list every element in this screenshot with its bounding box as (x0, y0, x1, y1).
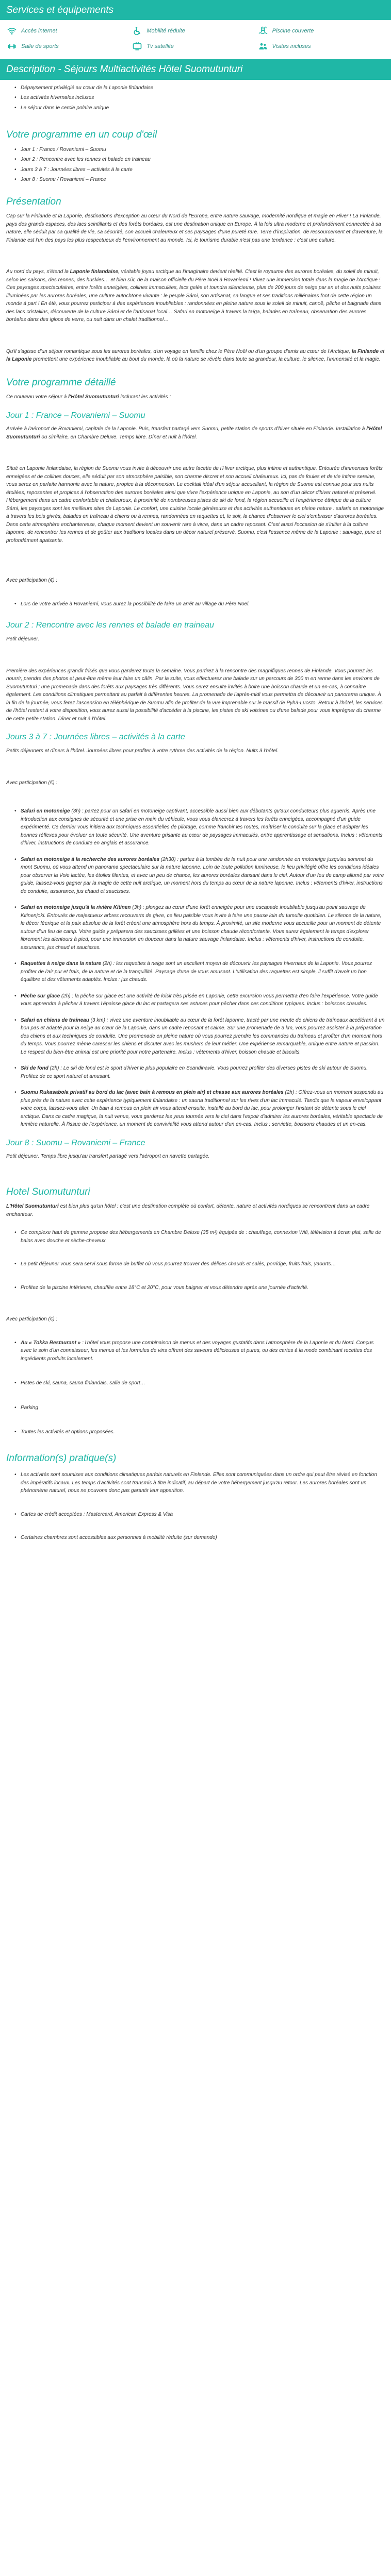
text-run: , véritable joyau arctique au l'imaginaire devient réalité. C'est le royaume des aurores boréales, du soleil de minuit, selon les saisons, des rennes, des huskies… et bien sûr, de la maison officielle du Père Noël à Rovaniemi ! Vivez une immersion totale dans la magie de l'Arctique ! Ces paysages spectaculaires, entre forêts enneigées, collines immaculées, lacs gelés et toundra silencieuse, plus de 200 jours de neige par an et des nuits polaires illuminées par les aurores boréales, une culture autochtone vivante : le peuple Sámi, son artisanat, sa langue et ses traditions millénaires font de cette région un monde à part ! En été, vous pourrez participer à des expériences inoubliables : randonnées en pleine nature sous le soleil de minuit, canoë, pêche et baignade dans des lacs cristallins, découverte de la culture Sámi et de l'artisanat local… Safari en motoneige à travers la taïga, balades en traîneau, observation des aurores boréales dans des igloos de verre, ou nuit dans un chalet traditionnel… (6, 269, 382, 323)
glance-item: • Jour 1 : France / Rovaniemi – Suomu (14, 146, 385, 154)
spacer (6, 332, 385, 348)
activity-item (14, 1064, 385, 1080)
spacer (6, 449, 385, 465)
day1-item: • Lors de votre arrivée à Rovaniemi, vous aurez la possibilité de faire un arrêt au village du Père Noël. (14, 600, 385, 608)
service-label: Piscine couverte (272, 27, 314, 34)
services-grid (6, 25, 385, 51)
day1-title: Jour 1 : France – Rovaniemi – Suomu (6, 411, 145, 420)
activity-desc: (3h) : partez pour un safari en motoneige captivant, accessible aussi bien aux débutants qu'aux conducteurs plus aguerris. Après une introduction aux consignes de sécurité et une prise en main du véhicule, vous vous élancerez à travers les forêts enneigées, accompagné d'un guide expérimenté. Ce dernier vous initiera aux techniques essentielles de pilotage, comme franchir les routes, maîtriser la conduite sur la glace et adapter les bonnes réflexes pour évoluer en toute sécurité. Une aventure grisante au cœur de paysages immaculés, entre apprentissage et sensations. Inclus : vêtements d'hiver, instructions de conduite en anglais et assurance. (21, 808, 383, 846)
services-header (0, 0, 391, 20)
days37-list (14, 807, 385, 1129)
services-title: Services et équipements (6, 5, 114, 15)
service-item (258, 42, 384, 51)
hotel-item: • Le petit déjeuner vous sera servi sous forme de buffet où vous pourrez trouver des délices chauds et salés, porridge, fruits frais, yaourts… (14, 1260, 385, 1268)
hotel-extra-desc: : l'hôtel vous propose une combinaison de menus et des voyages gustatifs dans l'atmosphère de la Laponie et du Nord. Conçus avec le soin d'un connaisseur, les menus et les formules de vins offrent des saveurs délicieuses et pures, ou des cartes à la mode combinant recettes des ingrédients produits localement. (21, 1340, 374, 1362)
activity-desc: (2h) : la pêche sur glace est une activité de loisir très prisée en Laponie, cette excursion vous permettra d'en faire l'expérience. Votre guide vous apprendra à pêcher à travers l'épaisse glace du lac et partagera ses astuces pour pêcher dans ces conditions typiques. Inclus : boissons chaudes. (21, 993, 378, 1007)
text-bold: l'Hôtel Suomutunturi (6, 426, 382, 440)
hotel-extra-item (14, 1404, 385, 1412)
service-label: Visites incluses (272, 43, 311, 49)
description-title: Description - Séjours Multiactivités Hôtel Suomutunturi (6, 64, 243, 75)
service-label: Tv satellite (146, 43, 174, 49)
days37-title: Jours 3 à 7 : Journées libres – activités à la carte (6, 733, 185, 742)
text-bold: L'Hôtel Suomutunturi (6, 1204, 59, 1210)
activity-item (14, 1089, 385, 1129)
feature-item: • Les activités hivernales incluses (14, 94, 385, 102)
spacer (6, 1300, 385, 1315)
presentation-p1: Cap sur la Finlande et la Laponie, destinations d'exception au cœur du Nord de l'Europe, entre nature sauvage, modernité nordique et magie en Hiver ! La Finlande, pays des grands espaces, des lacs scintillants et des forêts boréales, est une destination unique en Europe. À la fois ultra moderne et profondément connectée à sa nature, elle séduit par sa qualité de vie, sa sécurité, son accueil chaleureux et ses paysages d'une pureté rare. Terre d'inspiration, de ressourcement et d'aventure, la Finlande est l'un des pays les plus respectueux de l'environnement au monde. Ici, le tourisme durable n'est pas une tendance : c'est une culture. (6, 213, 383, 243)
text-bold: l'Hôtel Suomutunturi (68, 394, 119, 400)
activity-name: Raquettes à neige dans la nature (21, 961, 102, 967)
activity-name: Ski de fond (21, 1065, 48, 1072)
service-label: Accès internet (21, 27, 57, 34)
spacer (6, 553, 385, 577)
glance-title: Votre programme en un coup d'œil (6, 129, 157, 141)
activity-desc: (2h) : Le ski de fond est le sport d'hiver le plus populaire en Scandinavie. Vous pourrez profiter des diverses pistes de ski autour de Suomu. Profitez de ce sport naturel et amusant. (21, 1065, 368, 1079)
day2-p1: Première des expériences grandir frisés que vous garderez toute la semaine. Vous partirez à la rencontre des magnifiques rennes de Finlande. Vous pourrez les nourrir, prendre des photos et peut-être même leur faire un câlin. Par la suite, vous effectuerez une balade sur un parcours de 300 m en renne dans les environs de Suomutunturi ; une promenade dans des forêts aux paysages très différents. Vous serez ensuite invités à boire une boisson chaude et un en-cas, à connaître également. Les conditions climatiques permettant au parfait à différentes heures. La promenade de l'après-midi vous permettra de découvrir un panorama unique. À la fin de la journée, vous ferez l'ascension en téléphérique de Suomu afin de profiter de la vue imprenable sur le massif de Pyhä-Luosto. Retour à l'hôtel, les services de l'hôtel restent à votre disposition, vous aurez aussi la possibilité d'accéder à la piscine, les pistes de ski voisines ou d'une balade pour vous imprégner du charme de cette petite station. Dîner et nuit à l'hôtel. (6, 668, 383, 722)
glance-item: • Jour 2 : Rencontre avec les rennes et balade en traineau (14, 156, 385, 164)
hotel-extra-name: Au « Tokka Restaurant » (21, 1340, 81, 1346)
hotel-item: • Ce complexe haut de gamme propose des hébergements en Chambre Deluxe (35 m²) équipés de : chauffage, connexion Wifi, télévision à écran plat, salle de bains avec douche et sèche-cheveux. (14, 1229, 385, 1245)
text-run: Qu'il s'agisse d'un séjour romantique sous les aurores boréales, d'un voyage en famille chez le Père Noël ou d'un groupe d'amis au cœur de l'Arctique, (6, 348, 352, 354)
activity-item (14, 904, 385, 952)
text-run: est bien plus qu'un hôtel : c'est une destination complète où confort, détente, nature et activités nordiques se rencontrent dans un cadre enchanteur. (6, 1204, 370, 1217)
wheelchair-icon (133, 26, 142, 36)
service-label: Salle de sports (21, 43, 59, 49)
day1-p1 (6, 425, 385, 441)
hotel-list (14, 1229, 385, 1292)
spacer (6, 252, 385, 268)
hotel-extra-item (14, 1379, 385, 1387)
hotel-extra-desc: Toutes les activités et options proposées. (21, 1429, 115, 1435)
hotel-item: • Profitez de la piscine intérieure, chauffée entre 18°C et 20°C, pour vous baigner et vous détendre après une journée d'activité. (14, 1284, 385, 1292)
tv-icon (133, 42, 142, 51)
presentation-p3 (6, 348, 385, 364)
service-item (7, 42, 133, 51)
services-section (0, 20, 391, 59)
visitors-icon (258, 42, 268, 51)
glance-list (14, 146, 385, 184)
hotel-intro (6, 1202, 385, 1218)
activity-item (14, 960, 385, 984)
hotel-extra-item (14, 1339, 385, 1363)
hotel-extra-desc: Parking (21, 1404, 38, 1411)
activity-item (14, 992, 385, 1008)
service-item (7, 26, 133, 36)
day1-p2: Situé en Laponie finlandaise, la région de Suomu vous invite à découvrir une autre facette de l'Hiver arctique, plus intime et authentique. Entourée d'immenses forêts enneigées et de collines douces, elle séduit par son atmosphère paisible, son charme discret et son accueil chaleureux. Ici, pas de foules et de vie intime sereine, vous serez en parfaite harmonie avec la nature, propice à la déconnexion. Le cocktail idéal d'un séjour accueillant, la région de Suomu est connue pour ses nuits étoilées, reposantes et propices à l'observation des aurores boréales ainsi que vivre l'expérience unique en Laponie, au son d'un décor d'hiver naturel et préservé. Hébergement dans un cadre confortable et chaleureux, à proximité de nombreuses pistes de ski de fond, la région accueille et l'expérience éthique de la culture Sámi, les paysages sont les meilleurs sites de Laponie. Le confort, une cuisine locale généreuse et des activités authentiques en pleine nature : safaris en motoneige à travers les bois givrés, balades en traîneau à chiens ou à rennes, randonnées en raquettes et, le soir, la chance d'observer le ciel s'embraser d'aurores boréales. Dans cette atmosphère enchanteresse, chaque moment devient un souvenir rare à vivre, dans un cadre reposant. C'est aussi l'occasion de s'initier à la culture laponne, de rencontrer les rennes et de goûter aux traditions locales dans un décor naturel préservé. Suomu, c'est l'essence même de la Laponie : sauvage, pure et profondément apaisante. (6, 466, 384, 544)
hotel-extra-desc: Pistes de ski, sauna, sauna finlandais, salle de sport… (21, 1380, 145, 1386)
activity-name: Safari en chiens de traineau (21, 1017, 89, 1023)
day1-activities-label: Avec participation (€) : (6, 578, 58, 584)
activity-desc: (2h30) : partez à la tombée de la nuit pour une randonnée en motoneige jusqu'au sommet du mont Suomu, où vous attend un panorama spectaculaire sur la nature laponne. Loin de toute pollution lumineuse, le lieu privilégié offre les conditions idéales pour observer la Voie lactée, les étoiles filantes, et avec un peu de chance, les aurores boréales dansant dans le ciel. Autour d'un feu de camp allumé par votre guide, laissez-vous gagner par la magie de cette nuit arctique, un moment hors du temps au cœur de la nature laponne. Inclus : vêtements d'hiver, instructions de conduite, assurance, jus chaud et saucisses. (21, 856, 384, 894)
fitness-icon (7, 42, 17, 51)
text-run: inclurant les activités : (119, 394, 171, 400)
service-item (258, 26, 384, 36)
activity-name: Safari en motoneige jusqu'à la rivière Kitinen (21, 905, 131, 911)
day1-list (14, 600, 385, 608)
service-label: Mobilité réduite (146, 27, 185, 34)
presentation-p2 (6, 268, 385, 324)
description-section (0, 84, 391, 1542)
glance-item: • Jour 8 : Suomu / Rovaniemi – France (14, 176, 385, 184)
activity-desc: (3h) : plongez au cœur d'une forêt enneigée pour une escapade inoubliable jusqu'au point sauvage de Kitinenjoki. Entourés de majestueux arbres recouverts de givre, ce lieu paisible vous invite à faire une pause loin du tumulte quotidien. Le silence de la nature, le décor féerique et la paix absolue de la forêt créent une atmosphère hors du temps. À proximité, un site moderne vous accueille pour un moment de détente autour d'un feu de camp. Votre guide y préparera des saucisses grillées et une boisson chaude réconfortante. Vous aurez également le temps d'explorer librement les alentours à pied, pour une immersion en douceur dans la nature sauvage finlandaise. Inclus : vêtements d'hiver, instructions de conduite, assurance, jus chaud et saucisses. (21, 905, 382, 951)
presentation-title: Présentation (6, 196, 61, 207)
info-item: • Les activités sont soumises aux conditions climatiques parfois naturels en Finlande. Elles sont communiquées dans un ordre qui peut être révisé en fonction des impératifs locaux. Les temps d'activités sont transmis à titre indicatif, au départ de votre hébergement jusqu'au retour. Les aurores boréales sont un phénomène naturel, nous ne pouvons donc pas garantir leur apparition. (14, 1471, 385, 1495)
glance-item: • Jours 3 à 7 : Journées libres – activités à la carte (14, 166, 385, 174)
info-title: Information(s) pratique(s) (6, 1452, 117, 1464)
info-item: • Cartes de crédit acceptées : Mastercard, American Express & Visa (14, 1511, 385, 1519)
pool-icon (258, 26, 268, 36)
day2-title: Jour 2 : Rencontre avec les rennes et balade en traineau (6, 621, 214, 630)
activity-item (14, 1016, 385, 1057)
text-bold: Laponie finlandaise (70, 269, 119, 275)
text-run: et (379, 348, 385, 354)
text-run: Ce nouveau votre séjour à (6, 394, 69, 400)
day2-sub: Petit déjeuner. (6, 636, 40, 642)
activity-item (14, 807, 385, 848)
activity-name: Safari en motoneige à la recherche des aurores boréales (21, 856, 160, 862)
info-item: • Certaines chambres sont accessibles aux personnes à mobilité réduite (sur demande) (14, 1534, 385, 1542)
hotel-activities-label: Avec participation (€) : (6, 1316, 58, 1323)
wifi-icon (7, 26, 17, 36)
text-run: Au nord du pays, s'étend la (6, 269, 70, 275)
hotel-title: Hotel Suomutunturi (6, 1186, 90, 1197)
days37-activities-label: Avec participation (€) : (6, 779, 58, 786)
feature-item: • Dépaysement privilégié au cœur de la Laponie finlandaise (14, 84, 385, 92)
features-list (14, 84, 385, 112)
activity-name: Pêche sur glace (21, 993, 60, 999)
program-title: Votre programme détaillé (6, 377, 116, 388)
program-intro (6, 393, 385, 401)
text-bold: la Laponie (6, 357, 32, 363)
activity-desc: (3 km) : vivez une aventure inoubliable au cœur de la forêt laponne, tracté par une meute de chiens de traîneaux accélérant à un bon pas et adapté pour la neige au cœur de la Laponie, dans un cadre reposant et calme. Sur une promenade de 3 km, vous pourrez assister à la préparation des chiens et aux techniques de conduite. Une promenade en pleine nature où vous pourrez prendre les commandes du traîneau et profiter d'un moment hors du temps. Vous pourrez même caresser les chiens et discuter avec les mushers de leur métier. Une expérience remarquable, unique entre nature et passion. Le respect du bien-être animal est une priorité pour notre partenaire. Inclus : vêtements d'hiver, boisson chaude et biscuits. (21, 1017, 385, 1055)
activity-name: Suomu Rukasabola privatif au bord du lac (avec bain à remous en plein air) et chasse aux aurores boréales (21, 1090, 284, 1096)
activity-item (14, 856, 385, 896)
day8-sub: Petit déjeuner. Temps libre jusqu'au transfert partagé vers l'aéroport en navette partagée. (6, 1154, 210, 1160)
service-item (133, 42, 258, 51)
feature-item: • Le séjour dans le cercle polaire unique (14, 104, 385, 112)
day8-title: Jour 8 : Suomu – Rovaniemi – France (6, 1138, 145, 1147)
hotel-list-2 (14, 1339, 385, 1436)
text-run: Arrivée à l'aéroport de Rovaniemi, capitale de la Laponie. Puis, transfert partagé vers Suomu, petite station de sports d'hiver située en Finlande. Installation à (6, 426, 367, 432)
info-list (14, 1471, 385, 1542)
text-run: ou similaire, en Chambre Deluxe. Temps libre. Dîner et nuit à l'hôtel. (40, 434, 198, 440)
text-bold: la Finlande (351, 348, 379, 354)
description-header (0, 59, 391, 79)
activity-desc: (2h) : les raquettes à neige sont un excellent moyen de découvrir les paysages hivernaux de la Laponie. Vous pourrez profiter de l'air pur et frais, de la nature et de la tranquillité. Paysage d'une de vous amusant. L'utilisation des raquettes est simple, il suffit d'avoir un bon équilibre et des vêtements adaptés. Inclus : jus chauds. (21, 961, 372, 983)
text-run: promettent une expérience inoubliable au bout du monde, là où la nature se révèle dans toute sa grandeur, la culture, le silence, l'immensité et la magie. (31, 357, 381, 363)
service-item (133, 26, 258, 36)
days37-sub: Petits déjeuners et dîners à l'hôtel. Journées libres pour profiter à votre rythme des activités de la région. Nuits à l'hôtel. (6, 748, 279, 754)
activity-desc: (2h) : Offrez-vous un moment suspendu au plus près de la nature avec cette expérience typiquement finlandaise : un sauna traditionnel sur les rives d'un lac immaculé. Tandis que la vapeur enveloppant votre corps, laissez-vous aller. Un bain à remous en plein air vous attend ensuite, installé au bord du lac, pour prolonger l'instant de détente sous le ciel arctique. Dans ce cadre magique, la nuit venue, vous garderez les yeux tournés vers le ciel dans l'espoir d'admirer les aurores boréales, véritable spectacle de lumière naturelle. À l'issue de l'expérience, un moment de convivialité vous attend autour d'un en-cas. Inclus : serviette, boissons chaudes et un en-cas. (21, 1090, 384, 1128)
hotel-extra-item (14, 1428, 385, 1436)
activity-name: Safari en motoneige (21, 808, 70, 815)
